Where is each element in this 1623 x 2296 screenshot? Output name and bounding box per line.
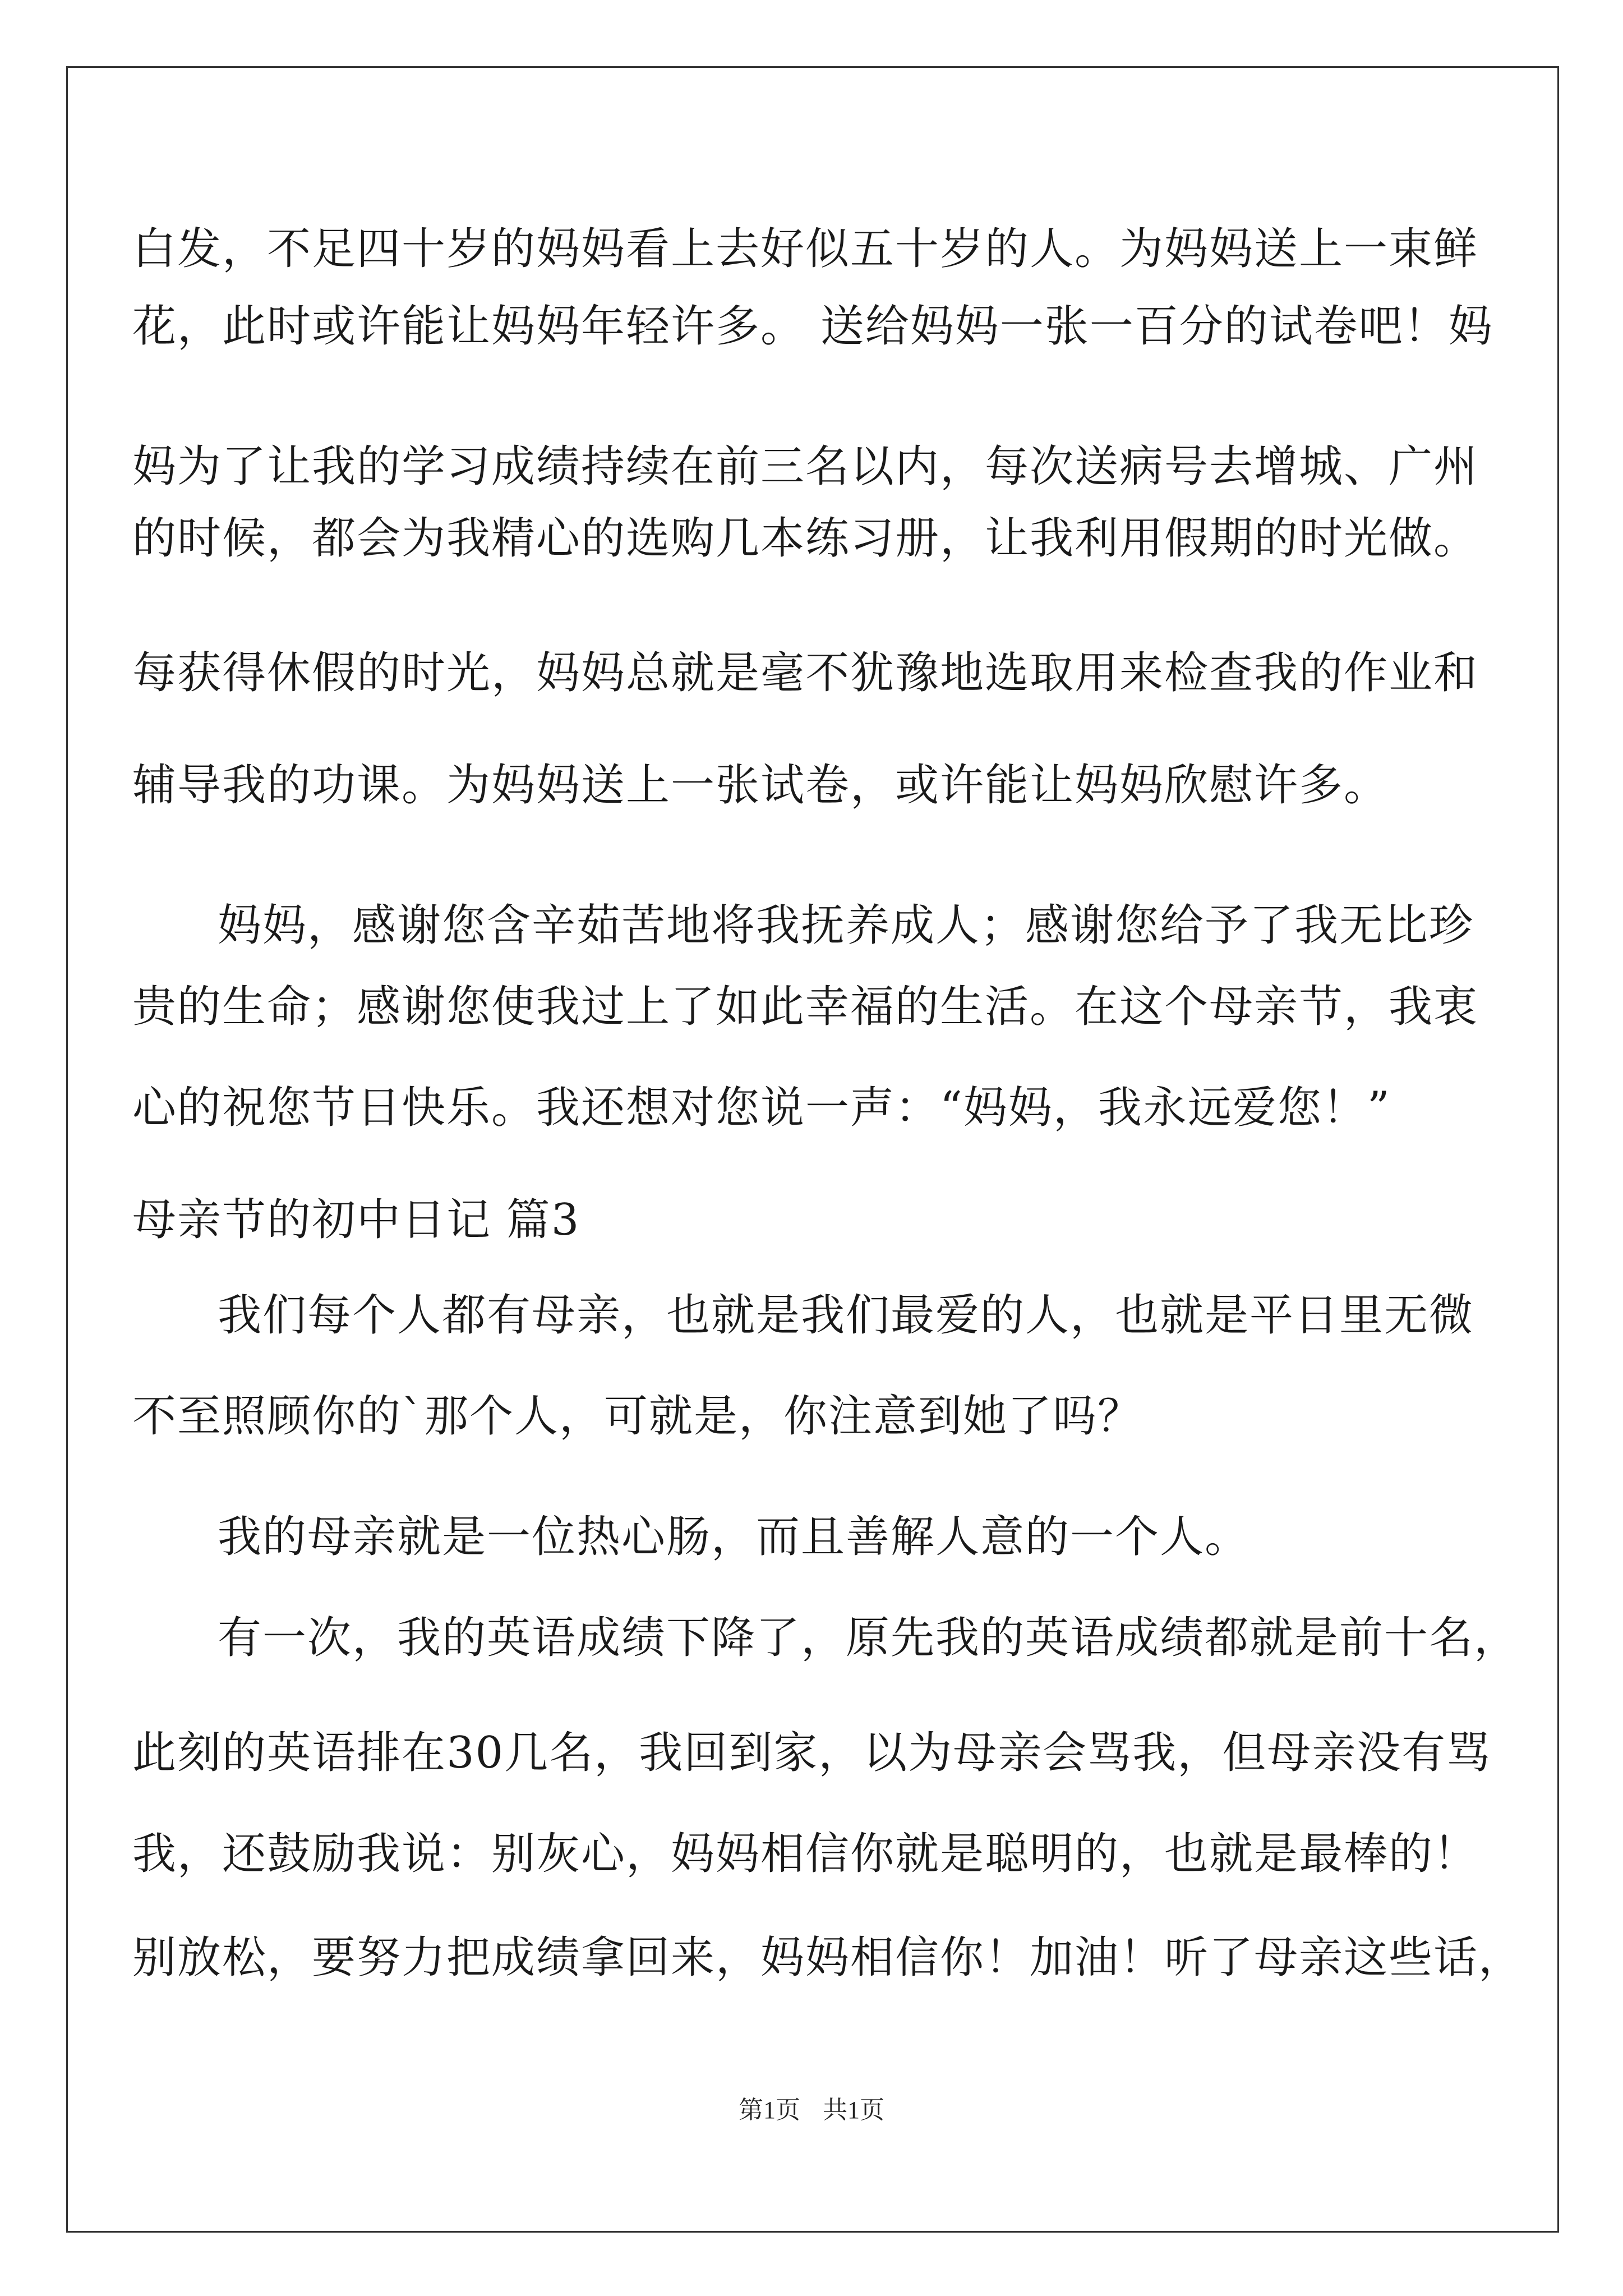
text-line: 我，还鼓励我说：别灰心，妈妈相信你就是聪明的，也就是最棒的！ [132,1829,1479,1879]
text-line: 贵的生命；感谢您使我过上了如此幸福的生活。在这个母亲节，我衷 [132,982,1479,1032]
section-heading: 母亲节的初中日记 篇3 [132,1195,580,1245]
paragraph-start-line: 有一次，我的英语成绩下降了，原先我的英语成绩都就是前十名， [218,1613,1519,1663]
paragraph-start-line: 我们每个人都有母亲，也就是我们最爱的人，也就是平日里无微 [218,1290,1474,1341]
text-line: 辅导我的功课。为妈妈送上一张试卷，或许能让妈妈欣慰许多。 [132,760,1389,811]
text-line: 白发，不足四十岁的妈妈看上去好似五十岁的人。为妈妈送上一束鲜 [132,224,1479,274]
text-line: 的时候，都会为我精心的选购几本练习册，让我利用假期的时光做。 [132,513,1479,564]
page-number: 第1页 [739,2096,800,2124]
text-line: 花，此时或许能让妈妈年轻许多。 送给妈妈一张一百分的试卷吧！妈 [132,301,1493,352]
paragraph-start-line: 妈妈，感谢您含辛茹苦地将我抚养成人；感谢您给予了我无比珍 [218,900,1474,951]
text-line: 别放松，要努力把成绩拿回来，妈妈相信你！加油！听了母亲这些话， [132,1932,1524,1983]
text-line: 妈为了让我的学习成绩持续在前三名以内，每次送病号去增城、广州 [132,441,1479,492]
page-total: 共1页 [823,2096,884,2124]
page-footer [0,2093,1623,2127]
text-line: 心的祝您节日快乐。我还想对您说一声：“妈妈，我永远爱您！” [132,1083,1391,1133]
page-border [66,66,1559,2233]
text-line: 不至照顾你的`那个人，可就是，你注意到她了吗？ [132,1391,1143,1442]
text-line: 每获得休假的时光，妈妈总就是毫不犹豫地选取用来检查我的作业和 [132,648,1479,698]
paragraph-start-line: 我的母亲就是一位热心肠，而且善解人意的一个人。 [218,1512,1250,1562]
text-line: 此刻的英语排在30几名，我回到家，以为母亲会骂我，但母亲没有骂 [132,1728,1492,1778]
